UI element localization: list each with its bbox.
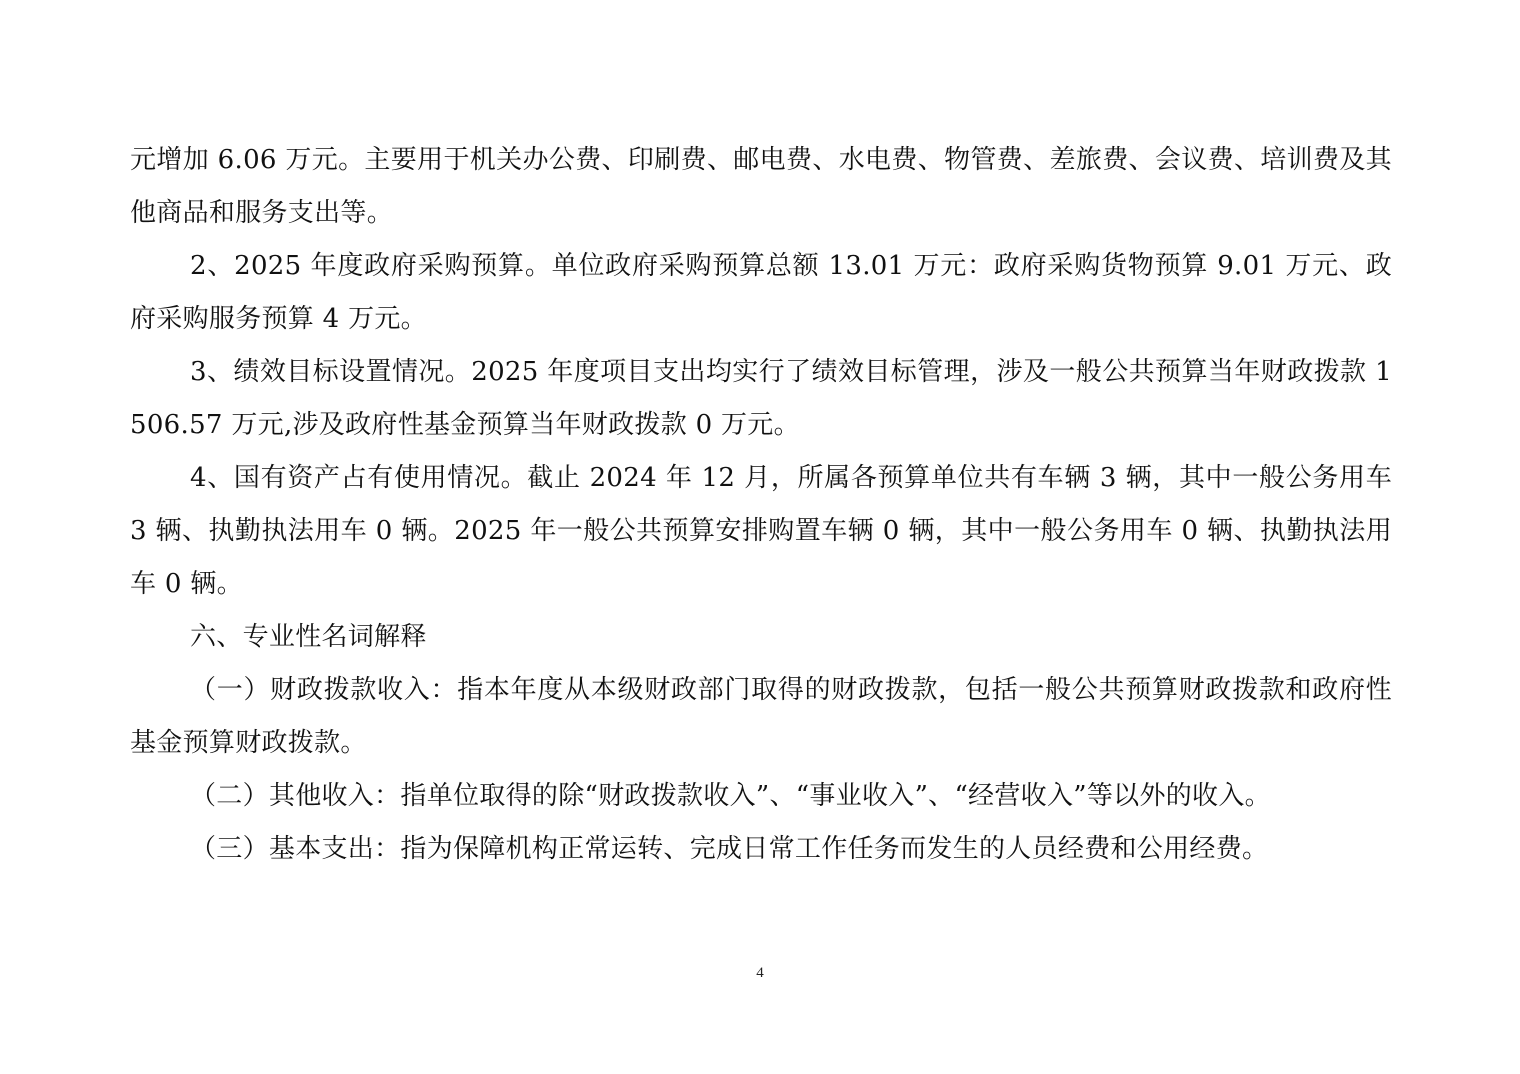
section-heading-terminology: 六、专业性名词解释 [190, 622, 427, 652]
paragraph-other-income: （二）其他收入：指单位取得的除“财政拨款收入”、“事业收入”、“经营收入”等以外的收入。 [190, 781, 1271, 811]
paragraph-government-procurement: 2、2025 年度政府采购预算。单位政府采购预算总额 13.01 万元：政府采购货物预算 9.01 万元、政府采购服务预算 4 万元。 [130, 251, 1392, 334]
page-number: 4 [756, 965, 764, 981]
paragraph-basic-expenditure: （三）基本支出：指为保障机构正常运转、完成日常工作任务而发生的人员经费和公用经费。 [190, 834, 1269, 864]
paragraph-fiscal-appropriation-income: （一）财政拨款收入：指本年度从本级财政部门取得的财政拨款，包括一般公共预算财政拨款和政府性基金预算财政拨款。 [130, 675, 1392, 758]
paragraph-office-expenses: 元增加 6.06 万元。主要用于机关办公费、印刷费、邮电费、水电费、物管费、差旅费、会议费、培训费及其他商品和服务支出等。 [130, 145, 1392, 228]
paragraph-performance-targets: 3、绩效目标设置情况。2025 年度项目支出均实行了绩效目标管理，涉及一般公共预算当年财政拨款 1506.57 万元,涉及政府性基金预算当年财政拨款 0 万元。 [130, 357, 1392, 440]
body-text [130, 134, 1392, 876]
paragraph-state-assets: 4、国有资产占有使用情况。截止 2024 年 12 月，所属各预算单位共有车辆 3 辆，其中一般公务用车 3 辆、执勤执法用车 0 辆。2025 年一般公共预算安排购置车辆 0 辆，其中一般公务用车 0 辆、执勤执法用车 0 辆。 [130, 463, 1392, 599]
